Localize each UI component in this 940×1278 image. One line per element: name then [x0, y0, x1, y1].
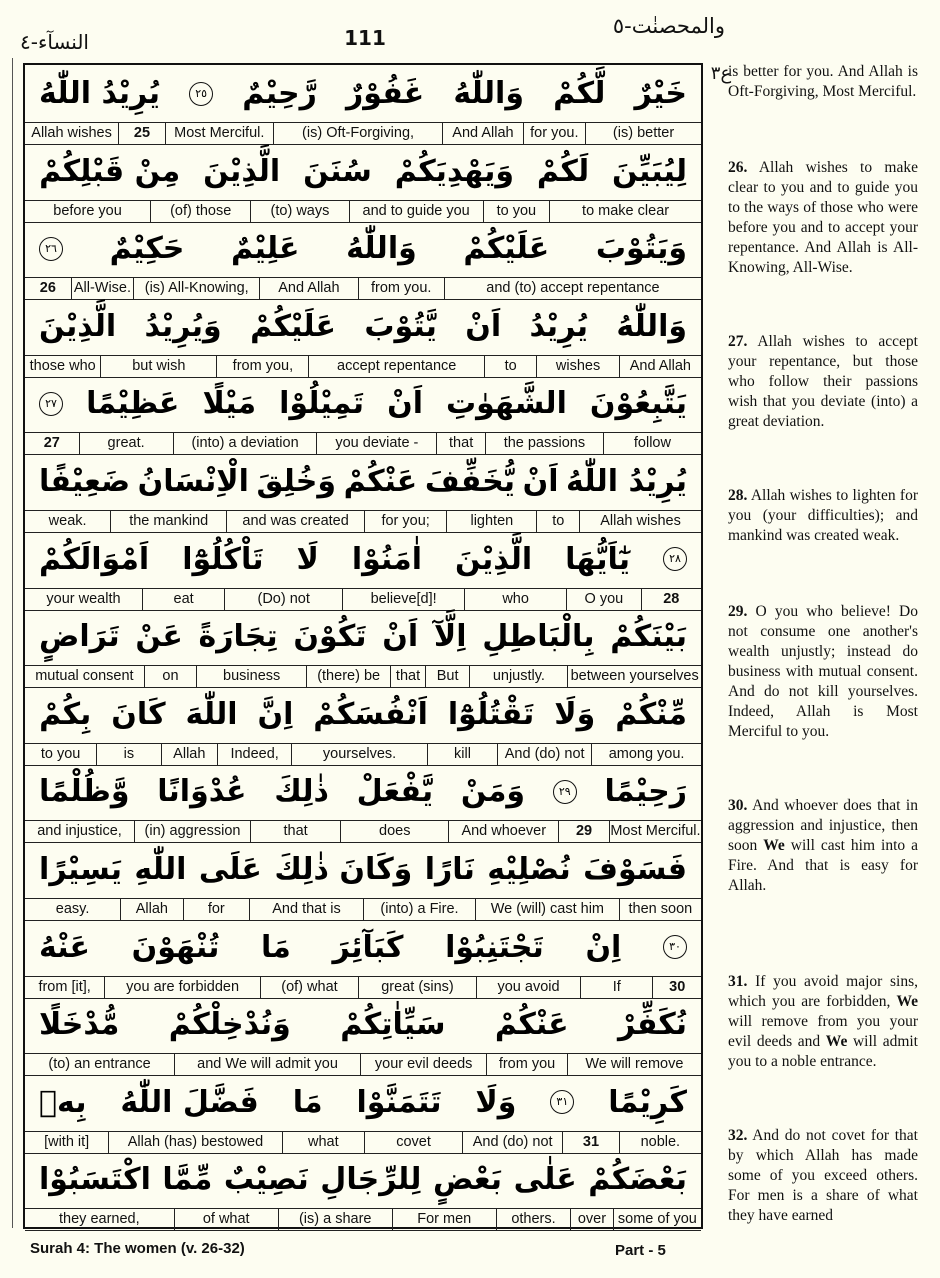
arabic-word: الْاِنْسَانُ: [137, 464, 249, 499]
arabic-word: مِّمَّا: [162, 1162, 213, 1198]
translation-text: Allah wishes to accept your repentance, but those who follow their passions wish that you deviate (into) a great deviation.: [728, 333, 918, 430]
gloss-verse-number: 28: [641, 589, 701, 610]
gloss-cell: (into) a deviation: [173, 433, 317, 454]
gloss-cell: But: [425, 666, 470, 687]
gloss-cell: among you.: [591, 744, 701, 765]
arabic-word: عَنْكُمْ: [343, 464, 418, 499]
english-gloss-line: [25, 898, 701, 921]
arabic-word: غَفُوْرٌ: [346, 76, 425, 111]
arabic-word: مَا: [261, 929, 291, 965]
gloss-cell: to make clear: [549, 201, 701, 222]
gloss-cell: for: [183, 899, 249, 920]
arabic-line: [25, 841, 701, 898]
translation-paragraph: [728, 332, 918, 432]
gloss-cell: your evil deeds: [360, 1054, 486, 1075]
gloss-cell: (to) ways: [250, 201, 348, 222]
arabic-word: وَكَانَ ذٰلِكَ: [274, 852, 413, 887]
arabic-word: اِنْ: [585, 929, 622, 965]
gloss-cell: over: [570, 1209, 613, 1230]
ayah-number-marker: ٢٧: [39, 392, 63, 416]
gloss-cell: (is) better: [585, 123, 701, 144]
ayah-number-marker: ٣٠: [663, 935, 687, 959]
arabic-word: بَيْنَكُمْ: [610, 619, 687, 655]
verse-row: [25, 1074, 701, 1152]
gloss-cell: for you;: [364, 511, 446, 532]
arabic-word: تَرَاضٍ: [39, 619, 120, 655]
arabic-line: [25, 996, 701, 1053]
gloss-cell: the mankind: [110, 511, 226, 532]
arabic-word: عُدْوَانًا: [157, 774, 247, 810]
arabic-word: يَّفْعَلْ: [356, 774, 434, 810]
gloss-cell: the passions: [485, 433, 603, 454]
arabic-word: مِنْ قَبْلِكُمْ: [39, 153, 181, 189]
page-number: 111: [344, 26, 386, 50]
gloss-cell: We will remove: [567, 1054, 701, 1075]
arabic-word: ضَعِيْفًا: [39, 464, 131, 499]
arabic-line: [25, 453, 701, 510]
arabic-line: [25, 220, 701, 277]
translation-text: O you who believe! Do not consume one another's wealth unjustly; instead do business with mutual consent. And do not kill yourselves. Indeed, Allah is Most Merciful to you.: [728, 603, 918, 740]
arabic-word: وَيَهْدِيَكُمْ: [394, 153, 514, 189]
arabic-line: [25, 1074, 701, 1131]
gloss-cell: covet: [364, 1132, 462, 1153]
gloss-cell: Most Merciful.: [165, 123, 273, 144]
gloss-cell: (there) be: [306, 666, 390, 687]
arabic-word: عَلَيْكُمْ: [463, 231, 550, 267]
arabic-word: كَبَآئِرَ: [332, 929, 404, 965]
verse-row: [25, 686, 701, 764]
footer-surah: Surah 4: The women (v. 26-32): [30, 1240, 245, 1257]
arabic-word: تَجْتَنِبُوْا: [445, 929, 544, 965]
arabic-line: [25, 919, 701, 976]
gloss-cell: from you.: [358, 278, 444, 299]
arabic-word: الَّذِيْنَ: [203, 153, 281, 189]
gloss-cell: wishes: [536, 356, 618, 377]
gloss-cell: follow: [603, 433, 701, 454]
gloss-cell: others.: [496, 1209, 570, 1230]
translation-verse-number: 31.: [728, 973, 748, 990]
margin-rule: [12, 58, 13, 1228]
gloss-cell: (Do) not: [224, 589, 342, 610]
arabic-word: عَلِيْمٌ: [231, 231, 300, 267]
arabic-word: نُصْلِيْهِ: [487, 852, 571, 887]
arabic-word: عَنْ: [135, 619, 183, 655]
english-gloss-line: [25, 122, 701, 145]
gloss-cell: (is) All-Knowing,: [133, 278, 259, 299]
arabic-word: مَيْلًا: [202, 386, 257, 422]
arabic-word: تَاْكُلُوْٓا: [182, 541, 264, 577]
gloss-cell: you are forbidden: [104, 977, 260, 998]
gloss-cell: to: [536, 511, 579, 532]
arabic-word: فَسَوْفَ: [583, 852, 687, 887]
gloss-cell: that: [436, 433, 485, 454]
gloss-cell: and injustice,: [37, 823, 122, 840]
gloss-cell: great (sins): [358, 977, 476, 998]
translation-text: And whoever does that in aggression and injustice, then soon We will cast him into a Fire. And that is easy for Allah.: [728, 797, 918, 894]
ayah-number-marker: ٢٦: [39, 237, 63, 261]
arabic-word: كَرِيْمًا: [608, 1084, 687, 1120]
gloss-cell: what: [282, 1132, 364, 1153]
arabic-word: رَحِيْمًا: [604, 774, 687, 810]
gloss-cell: If: [580, 977, 652, 998]
arabic-word: وَّظُلْمًا: [39, 774, 130, 810]
gloss-cell: from you: [486, 1054, 567, 1075]
gloss-cell: (is) Oft-Forgiving,: [273, 123, 442, 144]
gloss-cell: and was created: [226, 511, 364, 532]
ayah-number-marker: ٢٨: [663, 547, 687, 571]
ayah-number-marker: ٢٩: [553, 780, 577, 804]
gloss-cell: Allah: [161, 744, 217, 765]
gloss-cell: that: [250, 821, 340, 842]
arabic-word: اَنْ: [465, 308, 502, 344]
gloss-cell: your wealth: [46, 590, 121, 607]
translation-text: is better for you. And Allah is Oft-Forgiving, Most Merciful.: [728, 63, 918, 100]
gloss-cell: for you.: [523, 123, 585, 144]
arabic-word: وَخُلِقَ: [256, 464, 337, 499]
gloss-cell: And (do) not: [462, 1132, 562, 1153]
arabic-word: بِهٖ: [39, 1084, 87, 1120]
arabic-word: يُرِيْدُ اللّٰهُ: [39, 76, 160, 111]
arabic-word: مَا: [292, 1084, 323, 1120]
gloss-cell: does: [340, 821, 448, 842]
gloss-cell: that: [390, 666, 425, 687]
gloss-cell: believe[d]!: [342, 589, 464, 610]
arabic-word: اِلَّآ: [433, 619, 467, 655]
arabic-line: [25, 1151, 701, 1208]
english-gloss-line: [25, 976, 701, 999]
gloss-cell: O you: [566, 589, 640, 610]
arabic-line: [25, 65, 701, 122]
arabic-word: لِيُبَيِّنَ: [612, 153, 687, 189]
arabic-word: لَا: [296, 541, 319, 577]
gloss-cell: eat: [142, 589, 224, 610]
gloss-cell: then soon: [619, 899, 701, 920]
arabic-word: عَلٰى: [513, 1162, 577, 1198]
arabic-word: نُكَفِّرْ: [618, 1007, 687, 1043]
gloss-cell: Allah (has) bestowed: [108, 1132, 281, 1153]
translation-verse-number: 30.: [728, 797, 748, 814]
verse-row: [25, 375, 701, 453]
translation-text: Allah wishes to lighten for you (your difficulties); and mankind was created weak.: [728, 487, 918, 544]
gloss-cell: and We will admit you: [174, 1054, 360, 1075]
gloss-cell: on: [144, 666, 196, 687]
translation-text: If you avoid major sins, which you are forbidden, We will remove from you your evil deeds and We will admit you to a noble entrance.: [728, 973, 918, 1070]
arabic-word: وَلَا: [475, 1084, 517, 1120]
gloss-verse-number: 30: [652, 977, 701, 998]
verse-row: [25, 220, 701, 298]
translation-paragraph: [728, 158, 918, 278]
gloss-cell: unjustly.: [469, 666, 567, 687]
arabic-word: بَعْضٍ: [432, 1162, 503, 1198]
arabic-line: [25, 763, 701, 820]
gloss-cell: (of) what: [260, 977, 358, 998]
gloss-cell: between yourselves: [567, 666, 701, 687]
gloss-cell: (in) aggression: [134, 821, 250, 842]
gloss-cell: (of) those: [150, 201, 250, 222]
gloss-cell: And Allah: [619, 356, 701, 377]
arabic-word: وَاللّٰهُ: [453, 76, 524, 111]
arabic-word: يُّخَفِّفَ: [424, 464, 516, 499]
gloss-cell: We (will) cast him: [475, 899, 619, 920]
gloss-cell: Most Merciful.: [609, 821, 701, 842]
gloss-cell: from you,: [216, 356, 308, 377]
gloss-cell: and to guide you: [349, 201, 483, 222]
arabic-word: اٰمَنُوْا: [351, 541, 423, 577]
english-gloss-line: [25, 200, 701, 223]
gloss-cell: (to) an entrance: [48, 1056, 151, 1073]
gloss-cell: you deviate -: [316, 433, 436, 454]
gloss-verse-number: 27: [43, 435, 60, 452]
ayah-number-marker: ٣١: [550, 1090, 574, 1114]
arabic-word: اَنْفُسَكُمْ: [313, 696, 428, 732]
translation-verse-number: 32.: [728, 1127, 748, 1144]
gloss-verse-number: 31: [562, 1132, 619, 1153]
verse-row: [25, 841, 701, 919]
arabic-word: اللّٰهَ: [185, 696, 238, 732]
gloss-cell: And (do) not: [497, 744, 591, 765]
arabic-word: تَتَمَنَّوْا: [356, 1084, 442, 1120]
gloss-cell: before you: [53, 202, 122, 219]
arabic-word: لَكُمْ: [536, 153, 590, 189]
gloss-cell: but wish: [100, 356, 216, 377]
verse-row: [25, 143, 701, 221]
translation-verse-number: 27.: [728, 333, 748, 350]
arabic-line: [25, 608, 701, 665]
arabic-word: اَنْ: [382, 619, 419, 655]
arabic-line: [25, 375, 701, 432]
gloss-cell: Allah wishes: [31, 125, 112, 141]
gloss-cell: [with it]: [44, 1133, 90, 1150]
english-gloss-line: [25, 1208, 701, 1231]
arabic-word: الَّذِيْنَ: [455, 541, 533, 577]
gloss-cell: easy.: [55, 901, 90, 917]
arabic-word: وَيَتُوْبَ: [595, 231, 687, 267]
juz-name: والمحصنٰت-٥: [612, 14, 725, 38]
footer-part: Part - 5: [615, 1242, 666, 1259]
gloss-cell: All-Wise.: [71, 278, 134, 299]
translation-text: And do not covet for that by which Allah has made some of you exceed others. For men is a share of what they have earned: [728, 1127, 918, 1224]
ayah-number-marker: ٢٥: [189, 82, 213, 106]
gloss-cell: lighten: [446, 511, 536, 532]
arabic-line: [25, 143, 701, 200]
gloss-verse-number: 26: [39, 280, 56, 297]
word-by-word-grid: [23, 63, 703, 1229]
english-gloss-line: [25, 277, 701, 300]
arabic-word: يُرِيْدُ: [529, 308, 588, 344]
arabic-word: نَصِيْبٌ: [223, 1162, 309, 1198]
gloss-cell: mutual consent: [35, 668, 134, 685]
surah-name: النسآء-٤: [20, 30, 89, 54]
arabic-line: [25, 686, 701, 743]
translation-paragraph: [728, 486, 918, 546]
arabic-word: مِّنْكُمْ: [615, 696, 687, 732]
arabic-word: اللّٰهِ: [134, 852, 187, 887]
gloss-cell: noble.: [619, 1132, 701, 1153]
gloss-cell: And whoever: [448, 821, 558, 842]
gloss-cell: yourselves.: [291, 744, 427, 765]
english-gloss-line: [25, 432, 701, 455]
arabic-word: وَاللّٰهُ: [616, 308, 687, 344]
arabic-word: عَلَى: [198, 852, 262, 887]
english-gloss-line: [25, 743, 701, 766]
verse-row: [25, 996, 701, 1074]
arabic-word: اكْتَسَبُوْا: [39, 1162, 151, 1198]
arabic-word: وَمَنْ: [460, 774, 526, 810]
gloss-cell: accept repentance: [308, 356, 483, 377]
arabic-word: يُرِيْدُ اللّٰهُ: [566, 464, 687, 499]
arabic-word: مُّدْخَلًا: [39, 1007, 120, 1043]
arabic-word: وَاللّٰهُ: [346, 231, 417, 267]
arabic-word: الشَّهَوٰتِ: [446, 386, 567, 422]
translation-paragraph: [728, 796, 918, 896]
arabic-word: اَنْ: [522, 464, 559, 499]
arabic-word: بَعْضَكُمْ: [588, 1162, 687, 1198]
arabic-word: اَمْوَالَكُمْ: [39, 541, 150, 577]
arabic-word: خَيْرٌ: [634, 76, 687, 111]
arabic-word: لَّكُمْ: [553, 76, 606, 111]
english-gloss-line: [25, 665, 701, 688]
arabic-word: حَكِيْمٌ: [109, 231, 185, 267]
translation-verse-number: 29.: [728, 603, 748, 620]
arabic-word: لِلرِّجَالِ: [320, 1162, 422, 1198]
arabic-word: يَّتُوْبَ: [364, 308, 437, 344]
arabic-word: بِكُمْ: [39, 696, 92, 732]
gloss-cell: is: [96, 744, 160, 765]
gloss-cell: who: [464, 589, 566, 610]
english-gloss-line: [25, 510, 701, 533]
verse-row: [25, 1151, 701, 1229]
gloss-cell: weak.: [48, 513, 87, 529]
arabic-word: يَسِيْرًا: [39, 852, 123, 887]
verse-row: [25, 608, 701, 686]
english-gloss-line: [25, 1053, 701, 1076]
arabic-word: بِالْبَاطِلِ: [482, 619, 595, 655]
gloss-cell: you avoid: [476, 977, 580, 998]
arabic-word: نَارًا: [424, 852, 475, 887]
arabic-word: عَلَيْكُمْ: [250, 308, 337, 344]
translation-paragraph: [728, 1126, 918, 1226]
arabic-word: الَّذِيْنَ: [39, 308, 117, 344]
verse-row: [25, 919, 701, 997]
arabic-word: فَضَّلَ اللّٰهُ: [120, 1084, 259, 1120]
gloss-cell: to you: [40, 745, 81, 762]
gloss-cell: they earned,: [59, 1211, 140, 1228]
english-gloss-line: [25, 588, 701, 611]
english-gloss-line: [25, 355, 701, 378]
gloss-cell: from [it],: [38, 978, 91, 995]
gloss-cell: those who: [29, 357, 96, 374]
translation-paragraph: [728, 62, 918, 102]
arabic-word: يٰٓاَيُّهَا: [565, 541, 631, 577]
gloss-cell: Allah wishes: [579, 511, 701, 532]
arabic-word: عَظِيْمًا: [86, 386, 180, 422]
translation-verse-number: 26.: [728, 159, 748, 176]
gloss-verse-number: 25: [118, 123, 165, 144]
gloss-cell: And that is: [249, 899, 363, 920]
gloss-cell: business: [196, 666, 306, 687]
english-gloss-line: [25, 820, 701, 843]
arabic-line: [25, 298, 701, 355]
gloss-cell: of what: [174, 1209, 278, 1230]
arabic-word: اِنَّ: [257, 696, 294, 732]
arabic-word: تَكُوْنَ: [293, 619, 367, 655]
translation-verse-number: 28.: [728, 487, 748, 504]
arabic-word: تُنْهَوْنَ: [131, 929, 220, 965]
verse-row: [25, 298, 701, 376]
arabic-word: عَنْهُ: [39, 929, 90, 965]
gloss-cell: kill: [427, 744, 497, 765]
arabic-word: سُنَنَ: [303, 153, 372, 189]
gloss-verse-number: 29: [558, 821, 609, 842]
english-gloss-line: [25, 1131, 701, 1154]
translation-text: Allah wishes to make clear to you and to guide you to the ways of those who were before you and to accept your repentance. And Allah is All-Knowing, All-Wise.: [728, 159, 918, 276]
arabic-word: تَمِيْلُوْا: [279, 386, 365, 422]
gloss-cell: (is) a share: [278, 1209, 392, 1230]
arabic-word: تَقْتُلُوْٓا: [447, 696, 535, 732]
gloss-cell: And Allah: [442, 123, 522, 144]
arabic-word: وَلَا: [554, 696, 596, 732]
arabic-word: سَيِّاٰتِكُمْ: [340, 1007, 446, 1043]
arabic-word: وَيُرِيْدُ: [144, 308, 222, 344]
gloss-cell: And Allah: [259, 278, 357, 299]
gloss-cell: to: [484, 356, 537, 377]
arabic-word: تِجَارَةً: [198, 619, 278, 655]
verse-row: [25, 65, 701, 143]
translation-paragraph: [728, 602, 918, 742]
arabic-word: ذٰلِكَ: [274, 774, 329, 810]
arabic-word: اَنْ: [387, 386, 423, 422]
arabic-word: رَّحِيْمٌ: [242, 76, 317, 111]
gloss-cell: some of you: [613, 1209, 701, 1230]
arabic-word: عَنْكُمْ: [494, 1007, 569, 1043]
gloss-cell: to you: [483, 201, 550, 222]
gloss-cell: For men: [392, 1209, 496, 1230]
arabic-word: وَنُدْخِلْكُمْ: [168, 1007, 291, 1043]
verse-row: [25, 763, 701, 841]
gloss-cell: and (to) accept repentance: [444, 278, 701, 299]
arabic-word: كَانَ: [111, 696, 166, 732]
ruku-mark: ع٣: [710, 63, 732, 84]
translation-paragraph: [728, 972, 918, 1072]
verse-row: [25, 531, 701, 609]
gloss-cell: Indeed,: [217, 744, 291, 765]
gloss-cell: Allah: [120, 899, 182, 920]
arabic-word: يَتَّبِعُوْنَ: [589, 386, 687, 422]
arabic-line: [25, 531, 701, 588]
gloss-cell: (into) a Fire.: [363, 899, 475, 920]
verse-row: [25, 453, 701, 531]
gloss-cell: great.: [79, 433, 173, 454]
